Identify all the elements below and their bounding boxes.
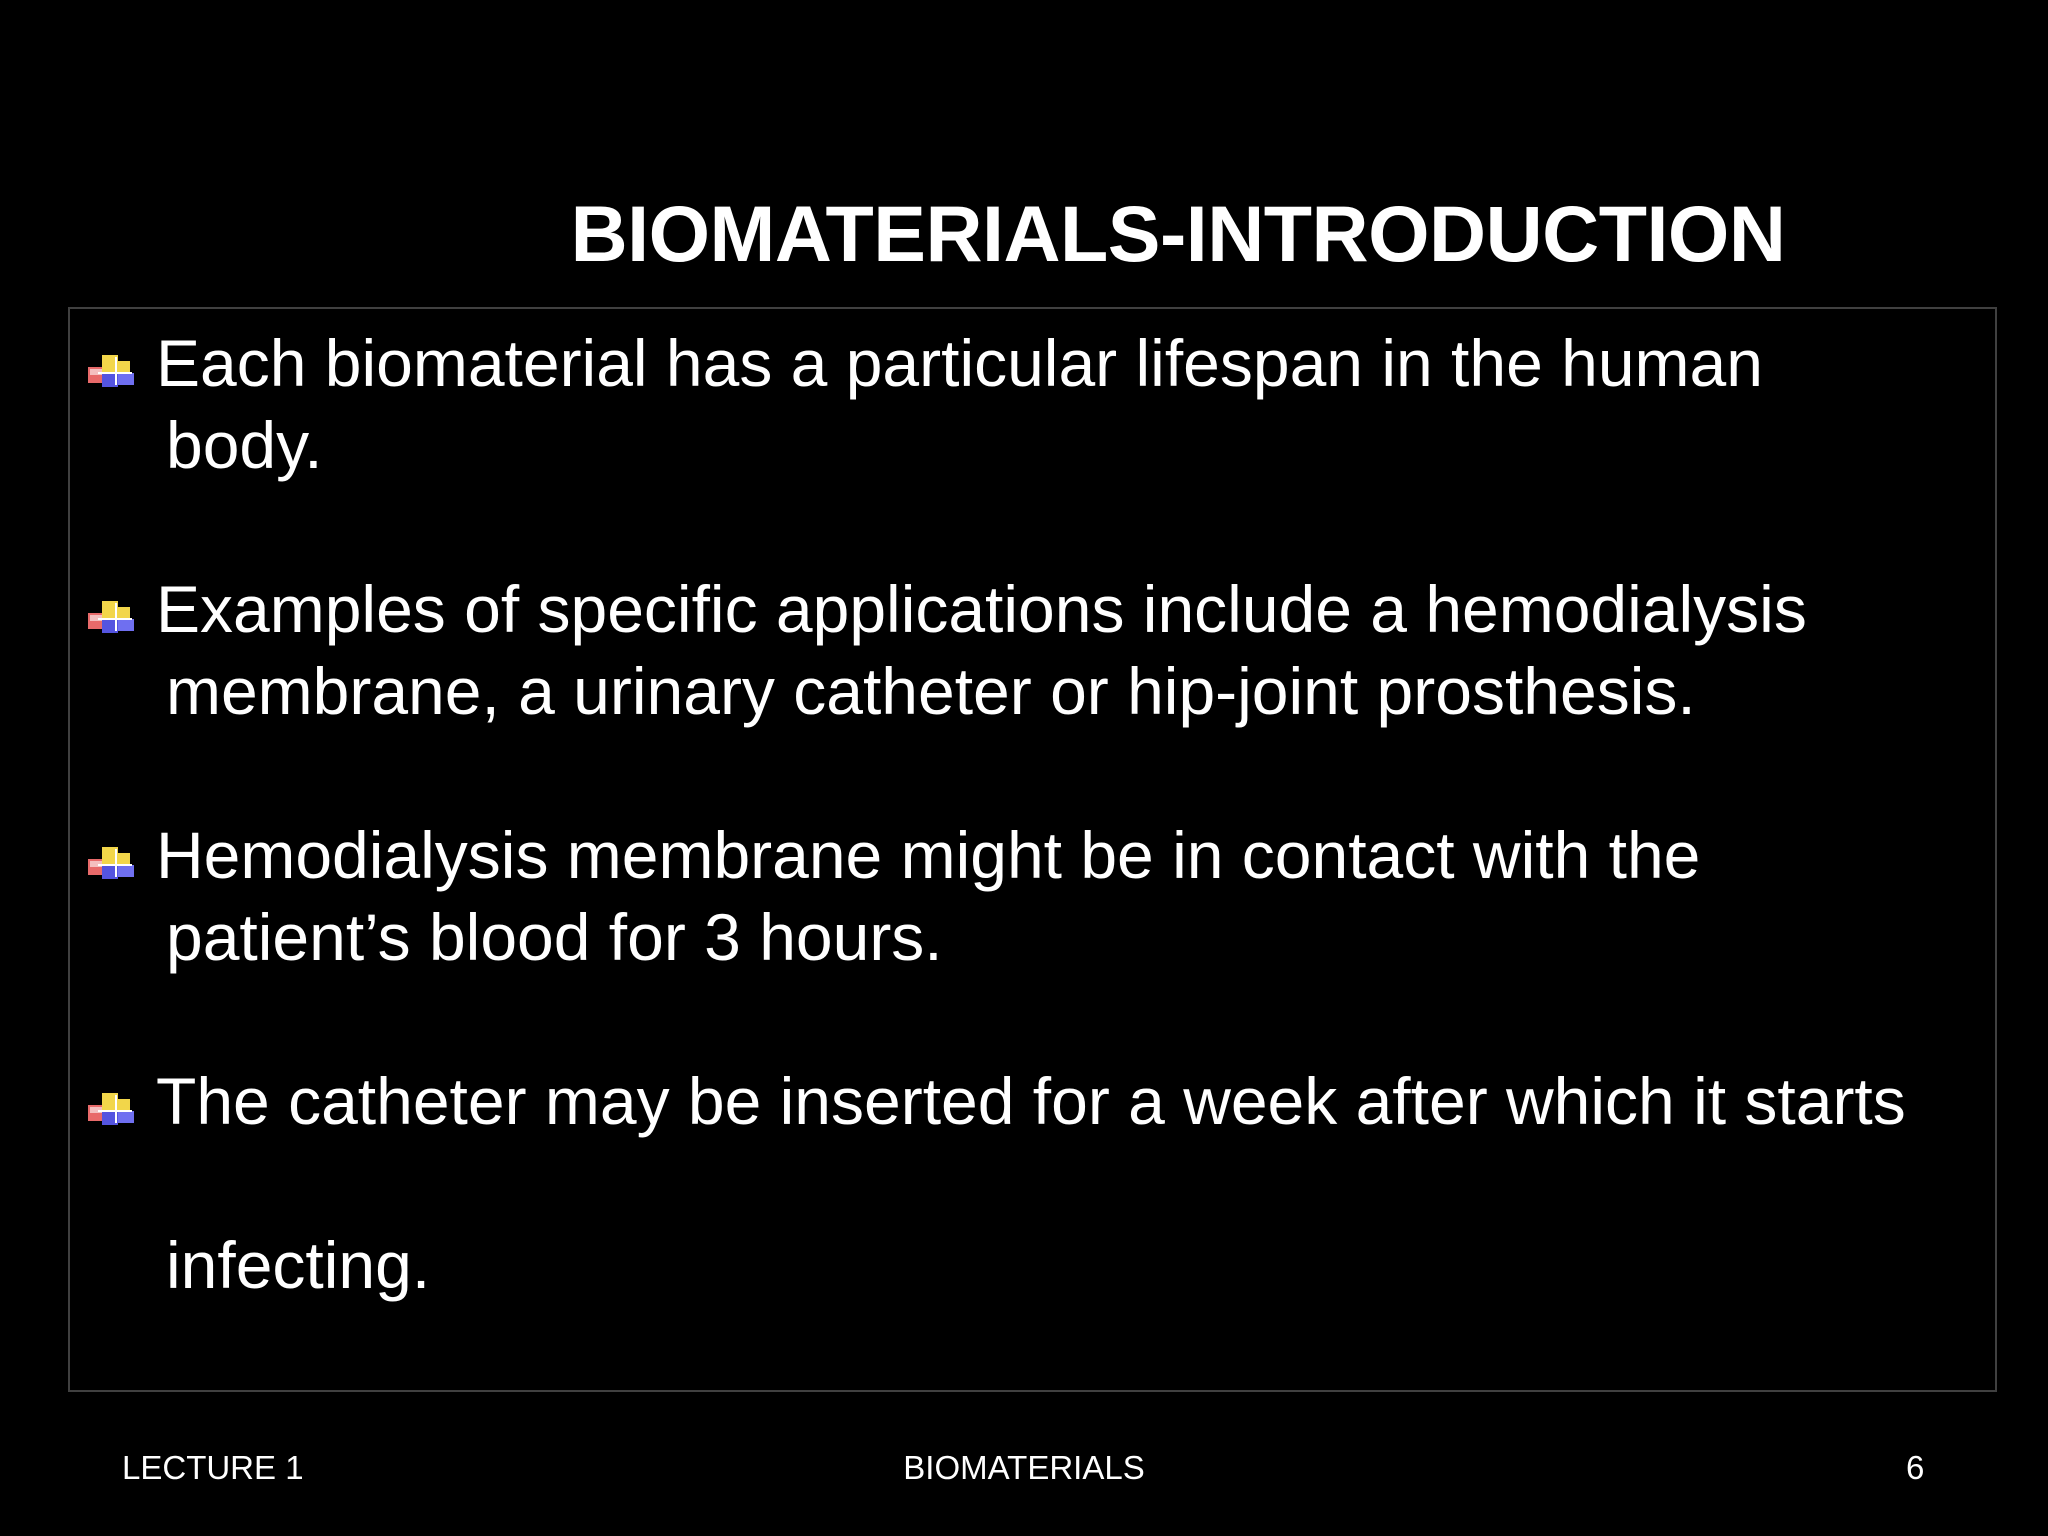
multicolor-square-bullet-icon [88, 601, 134, 633]
slide-title: BIOMATERIALS-INTRODUCTION [570, 189, 1786, 278]
footer-page-number: 6 [1906, 1449, 1925, 1486]
multicolor-square-bullet-icon [88, 355, 134, 387]
bullet-2-line-2: membrane, a urinary catheter or hip-joint prosthesis. [166, 654, 1696, 728]
bullet-1-line-2: body. [166, 408, 323, 482]
bullet-4-line-2: infecting. [166, 1228, 431, 1302]
bullet-4-line-1: The catheter may be inserted for a week after which it starts [156, 1064, 1906, 1138]
bullet-1-line-1: Each biomaterial has a particular lifespan in the human [156, 326, 1763, 400]
footer-course-label: BIOMATERIALS [903, 1449, 1145, 1486]
bullet-3-line-1: Hemodialysis membrane might be in contact with the [156, 818, 1701, 892]
multicolor-square-bullet-icon [88, 847, 134, 879]
bullet-2-line-1: Examples of specific applications include a hemodialysis [156, 572, 1807, 646]
multicolor-square-bullet-icon [88, 1093, 134, 1125]
footer-lecture-label: LECTURE 1 [122, 1449, 304, 1486]
bullet-3-line-2: patient’s blood for 3 hours. [166, 900, 943, 974]
